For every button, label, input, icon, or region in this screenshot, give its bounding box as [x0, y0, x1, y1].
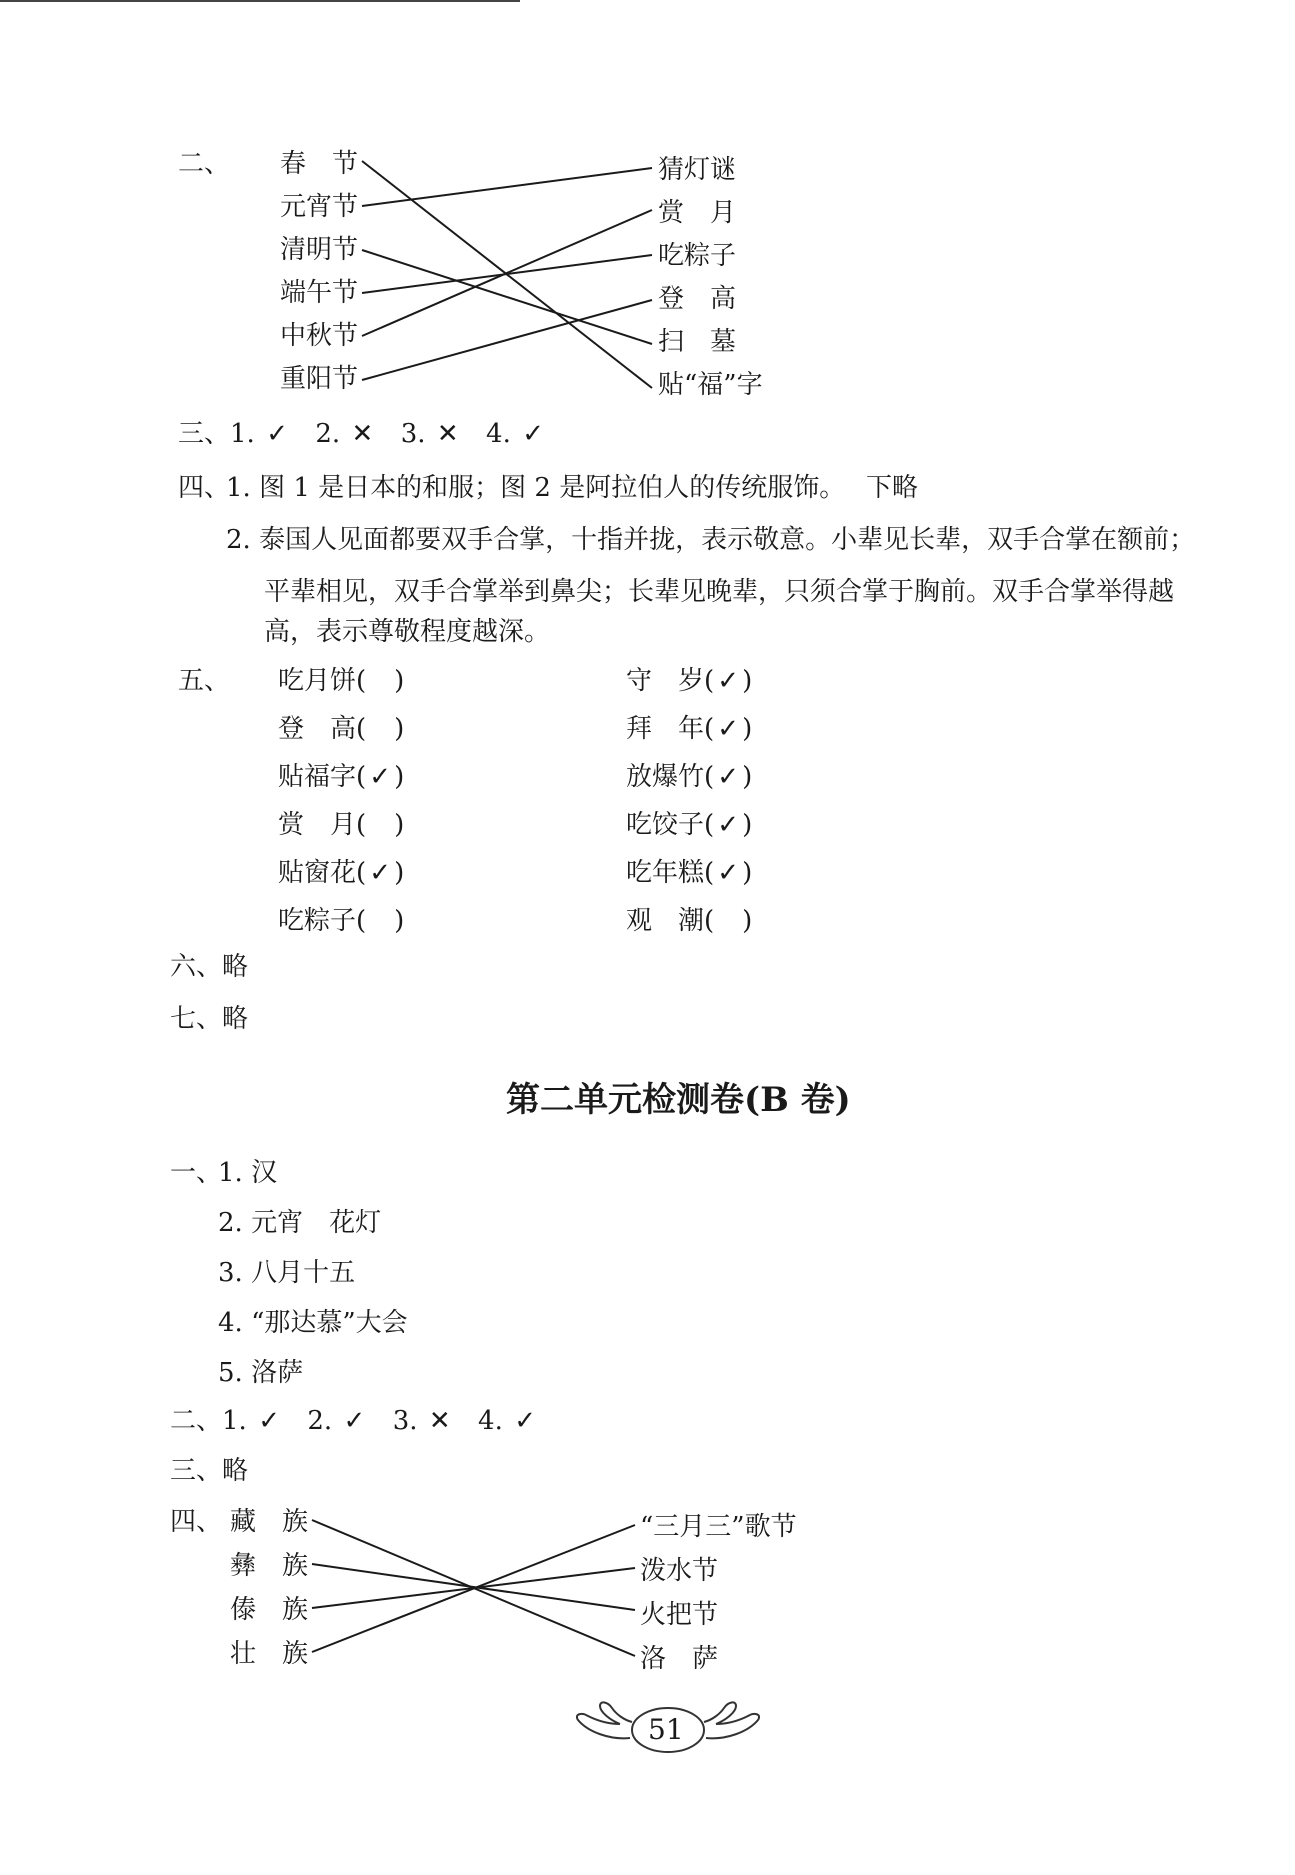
check-icon: ✓ [369, 858, 392, 888]
b-q1-label: 一、 [170, 1158, 223, 1188]
cross-icon: ✕ [351, 419, 374, 449]
check-icon: ✓ [717, 810, 740, 840]
check-icon: ✓ [266, 419, 288, 449]
b-q2-label: 二、 [170, 1406, 223, 1436]
custom-right-3: 吃粽子 [658, 241, 737, 271]
ethnic-left-1: 藏 族 [230, 1507, 309, 1537]
custom-right-5: 扫 墓 [658, 327, 737, 357]
ethnic-festival-right-2: 泼水节 [640, 1556, 719, 1586]
ethnic-festival-right-3: 火把节 [640, 1600, 719, 1630]
check-icon: ✓ [343, 1406, 366, 1436]
check-icon: ✓ [717, 666, 740, 696]
q5-right-item-6: 观 潮( ) [626, 906, 753, 936]
q3-answers [178, 418, 547, 450]
q4-answer-2-line-1: 2. 泰国人见面都要双手合掌，十指并拢，表示敬意。小辈见长辈，双手合掌在额前； [226, 525, 1196, 555]
q2-label: 二、 [178, 149, 231, 179]
q3-label: 三、 [178, 419, 231, 449]
q5-left-item-1: 吃月饼( ) [278, 666, 405, 696]
b-q1-item-2: 2. 元宵 花灯 [218, 1208, 382, 1238]
q4-label: 四、 [178, 473, 231, 503]
b-q2-item-1-num: 1. [222, 1406, 247, 1436]
festival-left-5: 中秋节 [280, 321, 359, 351]
check-icon: ✓ [514, 1406, 537, 1436]
q5-right-item-3: 放爆竹( ✓ ) [626, 762, 753, 792]
b-q2-answers [170, 1405, 539, 1437]
b-q1-item-3: 3. 八月十五 [218, 1258, 356, 1288]
q5-label: 五、 [178, 666, 231, 696]
check-icon: ✓ [717, 858, 740, 888]
b-q4-label: 四、 [170, 1507, 223, 1537]
festival-left-3: 清明节 [280, 235, 359, 265]
ethnic-left-3: 傣 族 [230, 1595, 309, 1625]
festival-left-4: 端午节 [280, 278, 359, 308]
q3-item-3-num: 3. [400, 419, 426, 449]
check-icon: ✓ [717, 714, 740, 744]
ethnic-left-4: 壮 族 [230, 1639, 309, 1669]
custom-right-4: 登 高 [658, 284, 737, 314]
b-q1-item-1: 1. 汉 [218, 1158, 278, 1188]
q5-right-item-1: 守 岁( ✓ ) [626, 666, 753, 696]
q5-right-item-4: 吃饺子( ✓ ) [626, 810, 753, 840]
cross-icon: ✕ [436, 419, 459, 449]
q3-item-2-num: 2. [315, 419, 341, 449]
b-q2-item-2-num: 2. [307, 1406, 333, 1436]
q5-right-item-2: 拜 年( ✓ ) [626, 714, 753, 744]
q4-answer-2-line-2: 平辈相见，双手合掌举到鼻尖；长辈见晚辈，只须合掌于胸前。双手合掌举得越 [264, 577, 1175, 607]
b-q2-item-3-num: 3. [392, 1406, 418, 1436]
page-number: 51 [648, 1713, 684, 1746]
q5-left-item-2: 登 高( ) [278, 714, 405, 744]
q5-left-item-5: 贴窗花( ✓ ) [278, 858, 405, 888]
q5-left-item-4: 赏 月( ) [278, 810, 405, 840]
check-icon: ✓ [369, 762, 392, 792]
q6-answer: 六、略 [170, 952, 249, 982]
festival-left-6: 重阳节 [280, 364, 359, 394]
check-icon: ✓ [717, 762, 740, 792]
ethnic-festival-right-1: “三月三”歌节 [640, 1512, 797, 1542]
b-q1-item-5: 5. 洛萨 [218, 1358, 304, 1388]
q3-item-4-num: 4. [486, 419, 511, 449]
match-line-lantern-festival [362, 168, 652, 206]
q5-left-item-6: 吃粽子( ) [278, 906, 405, 936]
match-line-double-ninth [362, 300, 652, 380]
match-line-zhuang [312, 1525, 635, 1652]
q4-answer-1-tail: 下略 [866, 473, 919, 503]
match-line-mid-autumn [362, 210, 652, 336]
check-icon: ✓ [258, 1406, 280, 1436]
section-title: 第二单元检测卷(B 卷) [506, 1080, 851, 1120]
q5-right-item-5: 吃年糕( ✓ ) [626, 858, 753, 888]
festival-left-1: 春 节 [280, 149, 359, 179]
ethnic-festival-right-4: 洛 萨 [640, 1644, 719, 1674]
q7-answer: 七、略 [170, 1004, 249, 1034]
q3-item-1-num: 1. [230, 419, 255, 449]
custom-right-1: 猜灯谜 [658, 155, 737, 185]
q4-answer-1: 1. 图 1 是日本的和服；图 2 是阿拉伯人的传统服饰。 [226, 473, 846, 503]
b-q1-item-4: 4. “那达慕”大会 [218, 1308, 408, 1338]
check-icon: ✓ [522, 419, 545, 449]
b-q3-answer: 三、略 [170, 1456, 249, 1486]
cross-icon: ✕ [428, 1406, 451, 1436]
match-line-qingming [362, 250, 652, 344]
q4-answer-2-line-3: 高，表示尊敬程度越深。 [264, 617, 551, 647]
ethnic-left-2: 彝 族 [230, 1551, 309, 1581]
b-q2-item-4-num: 4. [478, 1406, 503, 1436]
festival-left-2: 元宵节 [280, 192, 359, 222]
custom-right-6: 贴“福”字 [658, 370, 763, 400]
custom-right-2: 赏 月 [658, 198, 737, 228]
q5-left-item-3: 贴福字( ✓ ) [278, 762, 405, 792]
